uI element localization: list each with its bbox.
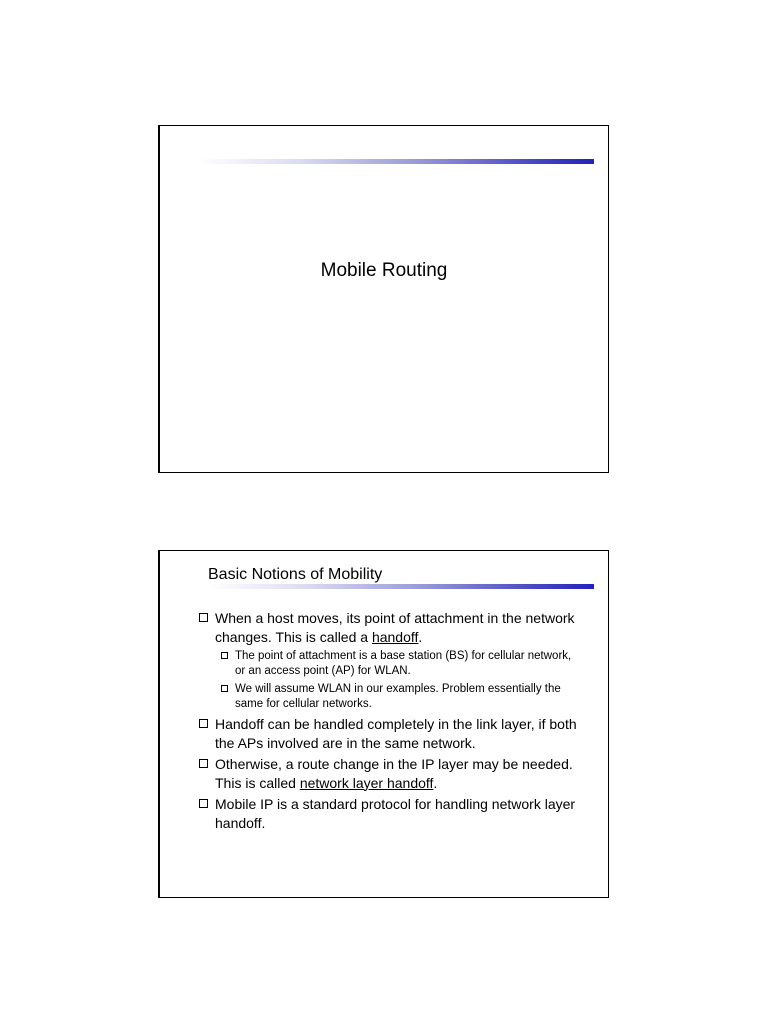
slide-heading: Basic Notions of Mobility xyxy=(208,566,383,583)
sub-bullet-text: The point of attachment is a base station (BS) for cellular network, or an access point (AP) for WLAN. xyxy=(235,650,572,677)
square-bullet-icon xyxy=(199,759,208,768)
bullet-text-end: . xyxy=(418,628,423,645)
bullet-item xyxy=(198,795,578,832)
bullet-item xyxy=(198,715,578,752)
bullet-text-end: . xyxy=(433,774,438,791)
bullet-text: Mobile IP is a standard protocol for handling network layer handoff. xyxy=(215,796,576,831)
slide-title-mobile-routing xyxy=(158,125,609,473)
term-handoff: handoff xyxy=(371,628,419,645)
bullet-text: Otherwise, a route change in the IP layer may be needed. This is called xyxy=(215,756,573,791)
sub-bullet-text: We will assume WLAN in our examples. Problem essentially the same for cellular networks. xyxy=(235,683,561,710)
square-bullet-icon xyxy=(199,613,208,622)
square-bullet-icon xyxy=(221,685,228,692)
bullet-item xyxy=(198,755,578,792)
term-network-layer-handoff: network layer handoff xyxy=(299,774,434,791)
bullet-list xyxy=(198,609,578,835)
bullet-item xyxy=(198,609,578,712)
gradient-title-bar xyxy=(208,584,594,589)
sub-bullet-list xyxy=(215,649,578,712)
sub-bullet-item xyxy=(215,682,578,712)
slide-title: Mobile Routing xyxy=(320,260,448,281)
square-bullet-icon xyxy=(221,652,228,659)
slide-basic-notions xyxy=(158,550,609,898)
bullet-text: Handoff can be handled completely in the link layer, if both the APs involved are in the same network. xyxy=(215,716,577,751)
gradient-title-bar xyxy=(198,159,594,164)
square-bullet-icon xyxy=(199,799,208,808)
sub-bullet-item xyxy=(215,649,578,679)
bullet-text: When a host moves, its point of attachment in the network changes. This is called a xyxy=(215,610,575,645)
square-bullet-icon xyxy=(199,719,208,728)
